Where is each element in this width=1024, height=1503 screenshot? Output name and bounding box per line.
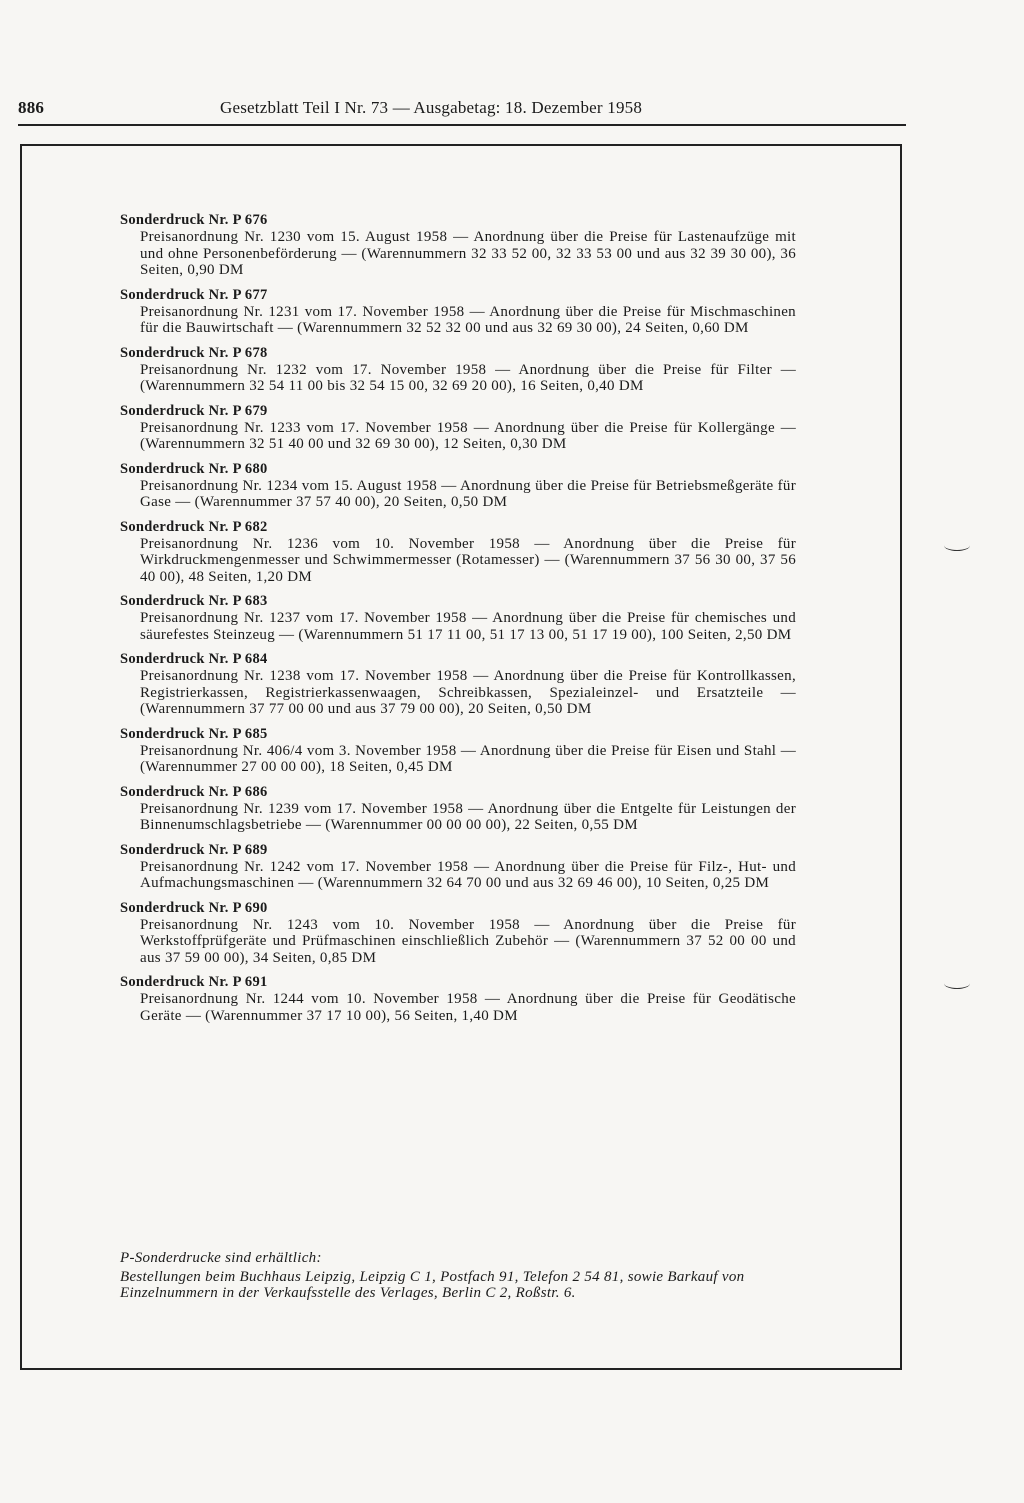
entry-text: Preisanordnung Nr. 1237 vom 17. November 1958 — Anordnung über die Preise für chemisches und säurefestes Steinzeug — (Warennummern 51 17 11 00, 51 17 13 00, 51 17 19 00), 100 Seiten, 2,50 DM (140, 610, 796, 643)
entry-title: Sonderdruck Nr. P 691 (120, 974, 268, 990)
entry-title: Sonderdruck Nr. P 684 (120, 651, 268, 667)
entry-text: Preisanordnung Nr. 1244 vom 10. November 1958 — Anordnung über die Preise für Geodätische Geräte — (Warennummer 37 17 10 00), 56 Seiten, 1,40 DM (140, 991, 796, 1024)
entry-text: Preisanordnung Nr. 1233 vom 17. November 1958 — Anordnung über die Preise für Kollergänge — (Warennummern 32 51 40 00 und 32 69 30 00), 12 Seiten, 0,30 DM (140, 419, 796, 452)
entry-text: Preisanordnung Nr. 1231 vom 17. November 1958 — Anordnung über die Preise für Mischmaschinen für die Bauwirtschaft — (Warennummern 32 52 32 00 und aus 32 69 30 00), 24 Seiten, 0,60 DM (140, 303, 796, 336)
entry-title: Sonderdruck Nr. P 678 (120, 344, 268, 361)
special-print-list (120, 212, 796, 1032)
header-rule (18, 124, 906, 126)
list-item (120, 784, 796, 834)
list-item (120, 461, 796, 511)
entry-text: Preisanordnung Nr. 1238 vom 17. November 1958 — Anordnung über die Preise für Kontrollkassen, Registrierkassen, Registrierkassenwaagen, Schreibkassen, Spezialeinzel- und Ersatzteile — (Warennummern 37 77 00 00 und aus 37 79 00 00), 20 Seiten, 0,50 DM (140, 668, 796, 717)
entry-text: Preisanordnung Nr. 1242 vom 17. November 1958 — Anordnung über die Preise für Filz-, Hut- und Aufmachungsmaschinen — (Warennummern 32 64 70 00 und aus 32 69 46 00), 10 Seiten, 0,25 DM (140, 858, 796, 891)
entry-title: Sonderdruck Nr. P 680 (120, 460, 268, 477)
list-item (120, 212, 796, 279)
availability-heading: P-Sonderdrucke sind erhältlich: (120, 1250, 322, 1266)
entry-title: Sonderdruck Nr. P 683 (120, 593, 268, 609)
entry-title: Sonderdruck Nr. P 689 (120, 841, 268, 858)
list-item (120, 900, 796, 967)
margin-mark (944, 978, 970, 989)
list-item (120, 519, 796, 586)
entry-text: Preisanordnung Nr. 1236 vom 10. November 1958 — Anordnung über die Preise für Wirkdruckmengenmesser und Schwimmermesser (Rotamesser) — (Warennummern 37 56 30 00, 37 56 40 00), 48 Seiten, 1,20 DM (140, 535, 796, 585)
availability-details: Bestellungen beim Buchhaus Leipzig, Leipzig C 1, Postfach 91, Telefon 2 54 81, sowie Barkauf von Einzelnummern in der Verkaufsstelle des Verlages, Berlin C 2, Roßstr. 6. (120, 1268, 745, 1301)
margin-mark (944, 540, 970, 551)
entry-title: Sonderdruck Nr. P 685 (120, 725, 268, 742)
list-item (120, 345, 796, 395)
entry-title: Sonderdruck Nr. P 686 (120, 783, 268, 800)
list-item (120, 403, 796, 453)
entry-text: Preisanordnung Nr. 1234 vom 15. August 1958 — Anordnung über die Preise für Betriebsmeßgeräte für Gase — (Warennummer 37 57 40 00), 20 Seiten, 0,50 DM (140, 477, 796, 510)
entry-text: Preisanordnung Nr. 1243 vom 10. November 1958 — Anordnung über die Preise für Werkstoffprüfgeräte und Prüfmaschinen einschließlich Zubehör — (Warennummern 37 52 00 00 und aus 37 59 00 00), 34 Seiten, 0,85 DM (140, 916, 796, 966)
entry-title: Sonderdruck Nr. P 690 (120, 899, 268, 916)
availability-note (120, 1250, 796, 1302)
list-item (120, 842, 796, 892)
gazette-title: Gesetzblatt Teil I Nr. 73 — Ausgabetag: 18. Dezember 1958 (220, 98, 643, 117)
entry-title: Sonderdruck Nr. P 676 (120, 212, 268, 228)
entry-text: Preisanordnung Nr. 1232 vom 17. November 1958 — Anordnung über die Preise für Filter — (Warennummern 32 54 11 00 bis 32 54 15 00, 32 69 20 00), 16 Seiten, 0,40 DM (140, 361, 796, 394)
list-item (120, 651, 796, 718)
entry-text: Preisanordnung Nr. 406/4 vom 3. November 1958 — Anordnung über die Preise für Eisen und Stahl — (Warennummer 27 00 00 00), 18 Seiten, 0,45 DM (140, 742, 796, 775)
list-item (120, 593, 796, 643)
list-item (120, 726, 796, 776)
entry-title: Sonderdruck Nr. P 682 (120, 518, 268, 535)
entry-title: Sonderdruck Nr. P 677 (120, 286, 268, 303)
list-item (120, 974, 796, 1024)
entry-text: Preisanordnung Nr. 1230 vom 15. August 1958 — Anordnung über die Preise für Lastenaufzüge mit und ohne Personenbeförderung — (Warennummern 32 33 52 00, 32 33 53 00 und aus 32 39 30 00), 36 Seiten, 0,90 DM (140, 229, 796, 278)
entry-title: Sonderdruck Nr. P 679 (120, 402, 268, 419)
list-item (120, 287, 796, 337)
page-number: 886 (18, 98, 45, 117)
entry-text: Preisanordnung Nr. 1239 vom 17. November 1958 — Anordnung über die Entgelte für Leistungen der Binnenumschlagsbetriebe — (Warennummer 00 00 00 00), 22 Seiten, 0,55 DM (140, 800, 796, 833)
